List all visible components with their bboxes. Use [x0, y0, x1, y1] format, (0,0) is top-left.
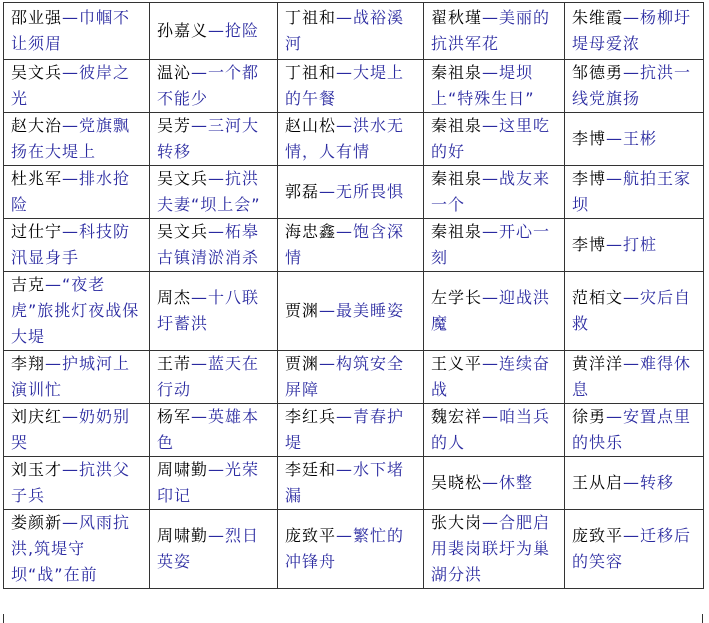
author-name: 张大岗: [431, 513, 483, 532]
author-name: 李博: [572, 235, 607, 254]
work-title: 这里吃的好: [431, 116, 551, 161]
work-title: 十八联圩蓄洪: [157, 288, 260, 333]
table-row: [4, 272, 704, 351]
author-name: 贾渊: [285, 301, 320, 320]
author-name: 李廷和: [285, 460, 337, 479]
work-cell: [424, 166, 565, 219]
author-name: 周杰: [157, 288, 192, 307]
author-name: 庞致平: [572, 526, 624, 545]
work-title: 排水抢险: [11, 169, 131, 214]
work-cell: [278, 113, 424, 166]
separator-dash: —: [336, 8, 354, 27]
work-cell: [278, 60, 424, 113]
separator-dash: —: [336, 460, 354, 479]
separator-dash: —: [606, 129, 624, 148]
work-title: 王彬: [623, 129, 658, 148]
separator-dash: —: [482, 354, 500, 373]
author-name: 丁祖和: [285, 8, 337, 27]
separator-dash: —: [208, 460, 226, 479]
photo-works-table-body: [4, 3, 704, 589]
work-cell: [278, 404, 424, 457]
work-cell: [150, 3, 278, 60]
work-cell: [278, 272, 424, 351]
work-title: 构筑安全屏障: [285, 354, 405, 399]
work-cell: [4, 510, 150, 589]
work-cell: [150, 113, 278, 166]
author-name: 王从启: [572, 473, 624, 492]
work-cell: [565, 404, 704, 457]
work-cell: [4, 60, 150, 113]
work-cell: [4, 457, 150, 510]
separator-dash: —: [208, 526, 226, 545]
separator-dash: —: [62, 169, 80, 188]
work-title: 洪水无情，人有情: [285, 116, 405, 161]
author-name: 李翔: [11, 354, 46, 373]
work-title: 繁忙的冲锋舟: [285, 526, 405, 571]
table-row: [4, 166, 704, 219]
separator-dash: —: [62, 116, 80, 135]
separator-dash: —: [62, 8, 80, 27]
work-title: 光荣印记: [157, 460, 260, 505]
author-name: 翟秋瑾: [431, 8, 483, 27]
work-title: 战友来一个: [431, 169, 551, 214]
work-cell: [565, 510, 704, 589]
separator-dash: —: [208, 169, 226, 188]
work-cell: [565, 457, 704, 510]
author-name: 左学长: [431, 288, 483, 307]
separator-dash: —: [482, 8, 500, 27]
work-cell: [4, 351, 150, 404]
work-title: 风雨抗洪,筑堤守坝“战”在前: [11, 513, 131, 584]
separator-dash: —: [191, 354, 209, 373]
work-title: “夜老虎”旅挑灯夜战保大堤: [11, 275, 140, 346]
work-cell: [565, 351, 704, 404]
author-name: 丁祖和: [285, 63, 337, 82]
author-name: 王芾: [157, 354, 192, 373]
separator-dash: —: [623, 288, 641, 307]
author-name: 朱维霞: [572, 8, 624, 27]
work-title: 党旗飘扬在大堤上: [11, 116, 131, 161]
work-cell: [565, 272, 704, 351]
table-row: [4, 3, 704, 60]
separator-dash: —: [191, 407, 209, 426]
author-name: 邵业强: [11, 8, 63, 27]
work-cell: [4, 113, 150, 166]
work-cell: [150, 60, 278, 113]
work-cell: [150, 351, 278, 404]
work-title: 休整: [499, 473, 534, 492]
separator-dash: —: [482, 116, 500, 135]
table-row: [4, 60, 704, 113]
work-title: 科技防汛显身手: [11, 222, 131, 267]
separator-dash: —: [482, 473, 500, 492]
work-cell: [4, 3, 150, 60]
author-name: 刘庆红: [11, 407, 63, 426]
table-row: [4, 404, 704, 457]
work-cell: [565, 219, 704, 272]
separator-dash: —: [319, 301, 337, 320]
author-name: 赵大治: [11, 116, 63, 135]
author-name: 庞致平: [285, 526, 337, 545]
separator-dash: —: [45, 354, 63, 373]
work-cell: [278, 351, 424, 404]
photo-works-table: [3, 2, 704, 589]
work-cell: [424, 272, 565, 351]
author-name: 徐勇: [572, 407, 607, 426]
work-cell: [565, 3, 704, 60]
author-name: 杨军: [157, 407, 192, 426]
work-title: 抗洪夫妻“坝上会”: [157, 169, 261, 214]
work-title: 航拍王家坝: [572, 169, 692, 214]
separator-dash: —: [191, 63, 209, 82]
work-cell: [4, 272, 150, 351]
work-cell: [424, 510, 565, 589]
work-cell: [150, 404, 278, 457]
work-title: 难得休息: [572, 354, 692, 399]
author-name: 李红兵: [285, 407, 337, 426]
work-title: 护城河上演训忙: [11, 354, 131, 399]
separator-dash: —: [336, 407, 354, 426]
work-cell: [565, 60, 704, 113]
table-row: [4, 457, 704, 510]
work-cell: [424, 351, 565, 404]
work-cell: [4, 166, 150, 219]
work-title: 迁移后的笑容: [572, 526, 692, 571]
separator-dash: —: [336, 116, 354, 135]
work-title: 大堤上的午餐: [285, 63, 405, 108]
work-cell: [150, 272, 278, 351]
separator-dash: —: [623, 354, 641, 373]
work-title: 抗洪一线党旗扬: [572, 63, 692, 108]
separator-dash: —: [336, 63, 354, 82]
separator-dash: —: [336, 526, 354, 545]
author-name: 孙嘉义: [157, 21, 209, 40]
table-row: [4, 351, 704, 404]
work-title: 柘皋古镇清淤消杀: [157, 222, 260, 267]
work-title: 饱含深情: [285, 222, 405, 267]
work-cell: [278, 219, 424, 272]
work-cell: [424, 457, 565, 510]
work-cell: [424, 3, 565, 60]
separator-dash: —: [319, 182, 337, 201]
work-cell: [565, 113, 704, 166]
author-name: 黄洋洋: [572, 354, 624, 373]
work-cell: [150, 457, 278, 510]
author-name: 吉克: [11, 275, 46, 294]
author-name: 刘玉才: [11, 460, 63, 479]
table-bottom-edge: [3, 614, 703, 623]
work-cell: [278, 457, 424, 510]
work-title: 安置点里的快乐: [572, 407, 692, 452]
work-title: 转移: [640, 473, 675, 492]
author-name: 杜兆军: [11, 169, 63, 188]
author-name: 贾渊: [285, 354, 320, 373]
separator-dash: —: [623, 8, 641, 27]
work-cell: [424, 404, 565, 457]
work-title: 最美睡姿: [336, 301, 405, 320]
separator-dash: —: [482, 222, 500, 241]
separator-dash: —: [623, 63, 641, 82]
work-cell: [278, 166, 424, 219]
separator-dash: —: [336, 222, 354, 241]
work-title: 青春护堤: [285, 407, 405, 452]
work-title: 抢险: [225, 21, 260, 40]
table-row: [4, 219, 704, 272]
work-title: 合肥启用裴岗联圩为巢湖分洪: [431, 513, 551, 584]
separator-dash: —: [62, 460, 80, 479]
author-name: 李博: [572, 169, 607, 188]
work-title: 巾帼不让须眉: [11, 8, 131, 53]
author-name: 秦祖泉: [431, 116, 483, 135]
work-cell: [424, 60, 565, 113]
author-name: 过仕宁: [11, 222, 63, 241]
author-name: 赵山松: [285, 116, 337, 135]
table-row: [4, 510, 704, 589]
work-title: 灾后自救: [572, 288, 692, 333]
separator-dash: —: [208, 21, 226, 40]
work-title: 三河大转移: [157, 116, 260, 161]
work-cell: [278, 510, 424, 589]
author-name: 邹德勇: [572, 63, 624, 82]
work-title: 开心一刻: [431, 222, 551, 267]
work-title: 堤坝上“特殊生日”: [431, 63, 535, 108]
work-title: 蓝天在行动: [157, 354, 260, 399]
author-name: 王义平: [431, 354, 483, 373]
author-name: 秦祖泉: [431, 63, 483, 82]
author-name: 李博: [572, 129, 607, 148]
separator-dash: —: [45, 275, 63, 294]
work-title: 英雄本色: [157, 407, 260, 452]
separator-dash: —: [606, 407, 624, 426]
work-cell: [4, 404, 150, 457]
author-name: 魏宏祥: [431, 407, 483, 426]
author-name: 吴文兵: [11, 63, 63, 82]
work-title: 水下堵漏: [285, 460, 405, 505]
work-title: 战裕溪河: [285, 8, 405, 53]
work-cell: [424, 219, 565, 272]
work-title: 美丽的抗洪军花: [431, 8, 551, 53]
separator-dash: —: [623, 526, 641, 545]
author-name: 娄颜新: [11, 513, 63, 532]
author-name: 郭磊: [285, 182, 320, 201]
author-name: 秦祖泉: [431, 169, 483, 188]
separator-dash: —: [208, 222, 226, 241]
author-name: 秦祖泉: [431, 222, 483, 241]
work-title: 无所畏惧: [336, 182, 405, 201]
separator-dash: —: [482, 513, 500, 532]
separator-dash: —: [191, 288, 209, 307]
table-row: [4, 113, 704, 166]
separator-dash: —: [62, 407, 80, 426]
separator-dash: —: [606, 235, 624, 254]
work-title: 彼岸之光: [11, 63, 131, 108]
author-name: 海忠鑫: [285, 222, 337, 241]
work-title: 杨柳圩堤母爱浓: [572, 8, 692, 53]
separator-dash: —: [623, 473, 641, 492]
separator-dash: —: [482, 63, 500, 82]
separator-dash: —: [62, 513, 80, 532]
separator-dash: —: [482, 407, 500, 426]
work-cell: [150, 166, 278, 219]
author-name: 周啸勤: [157, 526, 209, 545]
author-name: 周啸勤: [157, 460, 209, 479]
work-cell: [424, 113, 565, 166]
author-name: 吴文兵: [157, 222, 209, 241]
work-cell: [150, 510, 278, 589]
work-title: 咱当兵的人: [431, 407, 551, 452]
author-name: 温沁: [157, 63, 192, 82]
work-cell: [278, 3, 424, 60]
author-name: 范栢文: [572, 288, 624, 307]
work-cell: [4, 219, 150, 272]
separator-dash: —: [482, 288, 500, 307]
author-name: 吴文兵: [157, 169, 209, 188]
separator-dash: —: [606, 169, 624, 188]
separator-dash: —: [482, 169, 500, 188]
work-title: 迎战洪魔: [431, 288, 551, 333]
work-title: 一个都不能少: [157, 63, 260, 108]
author-name: 吴晓松: [431, 473, 483, 492]
work-title: 烈日英姿: [157, 526, 260, 571]
work-title: 抗洪父子兵: [11, 460, 131, 505]
separator-dash: —: [191, 116, 209, 135]
work-cell: [150, 219, 278, 272]
author-name: 吴芳: [157, 116, 192, 135]
work-cell: [565, 166, 704, 219]
work-title: 奶奶别哭: [11, 407, 131, 452]
work-title: 连续奋战: [431, 354, 551, 399]
work-title: 打桩: [623, 235, 658, 254]
separator-dash: —: [319, 354, 337, 373]
separator-dash: —: [62, 63, 80, 82]
separator-dash: —: [62, 222, 80, 241]
